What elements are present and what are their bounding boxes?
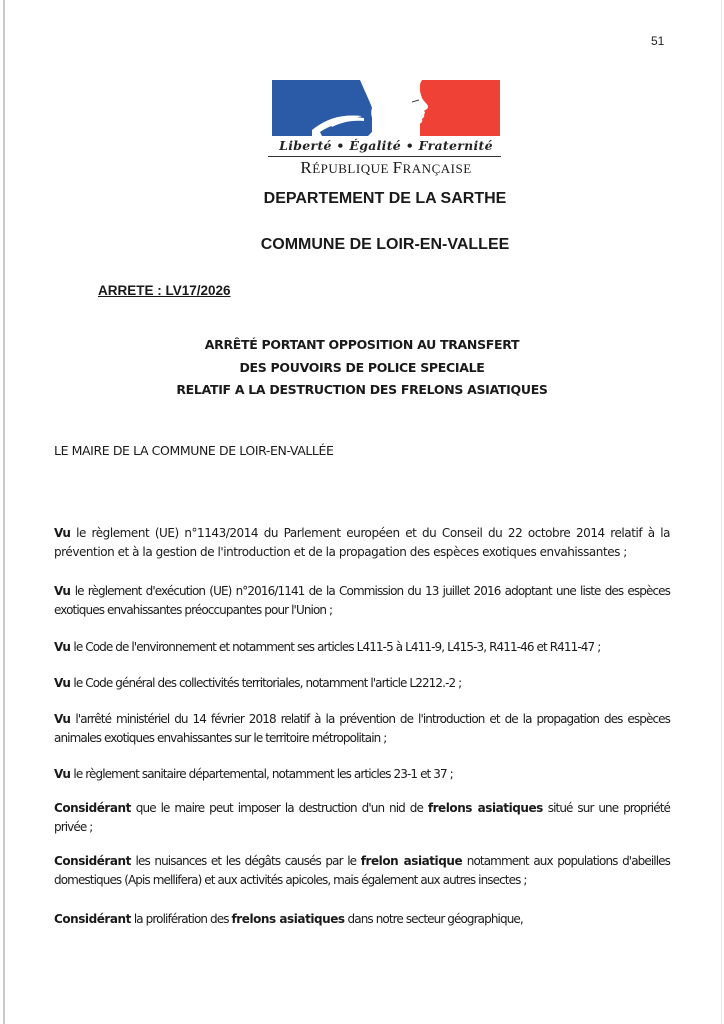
clause-lead: Considérant	[54, 854, 131, 868]
clause-lead: Considérant	[54, 801, 131, 815]
emphasis: frelons asiatiques	[427, 801, 543, 815]
republic-name: RÉPUBLIQUE FRANÇAISE	[300, 158, 472, 177]
page-edge-left	[3, 0, 5, 1024]
clause-vu: Vu le règlement (UE) n°1143/2014 du Parlement européen et du Conseil du 22 octobre 2014 relatif à la prévention et à la gestion de l'introduction et de la propagation des espèces exotiques envahissantes ;	[54, 526, 670, 559]
department-heading: DEPARTEMENT DE LA SARTHE	[263, 190, 507, 207]
arrete-reference: ARRETE : LV17/2026	[98, 283, 231, 298]
clause-lead: Vu	[54, 676, 71, 690]
clause-vu: Vu le règlement d'exécution (UE) n°2016/1141 de la Commission du 13 juillet 2016 adoptant une liste des espèces exotiques envahissantes préoccupantes pour l'Union ;	[54, 584, 670, 617]
clause-considerant: Considérant les nuisances et les dégâts causés par le frelon asiatique notamment aux populations d'abeilles domestiques (Apis mellifera) et aux activités apicoles, mais également aux autres insectes ;	[54, 854, 670, 887]
motto-divider	[268, 156, 501, 157]
clause-considerant: Considérant la prolifération des frelons asiatiques dans notre secteur géographique,	[54, 912, 523, 926]
decree-title-line: DES POUVOIRS DE POLICE SPECIALE	[239, 359, 485, 375]
commune-heading: COMMUNE DE LOIR-EN-VALLEE	[260, 236, 510, 253]
logo-red-band	[420, 80, 500, 136]
republic-motto: Liberté • Égalité • Fraternité	[279, 138, 493, 153]
clause-lead: Vu	[54, 712, 71, 726]
page-edge-right	[721, 0, 722, 1024]
clause-lead: Vu	[54, 767, 71, 781]
clause-vu: Vu le Code de l'environnement et notamment ses articles L411-5 à L411-9, L415-3, R411-46 et R411-47 ;	[54, 640, 601, 654]
decree-title	[0, 334, 724, 402]
clause-vu: Vu le règlement sanitaire départemental, notamment les articles 23-1 et 37 ;	[54, 767, 453, 781]
page-number: 51	[651, 34, 665, 48]
clause-lead: Vu	[54, 640, 71, 654]
clause-lead: Vu	[54, 584, 71, 598]
decree-title-line: ARRÊTÉ PORTANT OPPOSITION AU TRANSFERT	[204, 337, 520, 352]
clause-considerant: Considérant que le maire peut imposer la destruction d'un nid de frelons asiatiques situé sur une propriété privée ;	[54, 801, 670, 834]
clause-lead: Vu	[54, 526, 71, 540]
clause-vu: Vu le Code général des collectivités territoriales, notamment l'article L2212.-2 ;	[54, 676, 462, 690]
decree-title-line: RELATIF A LA DESTRUCTION DES FRELONS ASIATIQUES	[176, 382, 548, 397]
marianne-logo-icon	[272, 80, 500, 136]
emphasis: frelons asiatiques	[231, 912, 345, 926]
emphasis: frelon asiatique	[360, 854, 463, 868]
mayor-statement: LE MAIRE DE LA COMMUNE DE LOIR-EN-VALLÉE	[54, 443, 334, 458]
clause-lead: Considérant	[54, 912, 131, 926]
clause-vu: Vu l'arrêté ministériel du 14 février 2018 relatif à la prévention de l'introduction et de la propagation des espèces animales exotiques envahissantes sur le territoire métropolitain ;	[54, 712, 670, 745]
